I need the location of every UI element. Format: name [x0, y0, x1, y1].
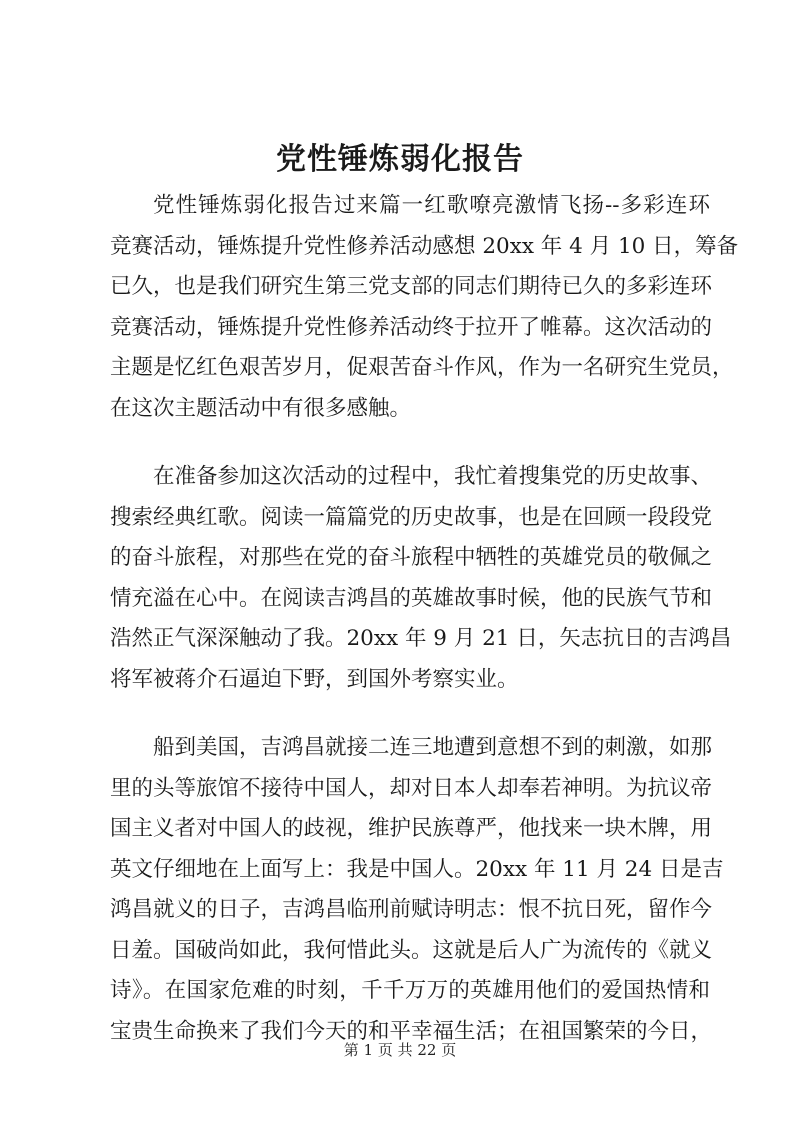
text-line: 国主义者对中国人的歧视，维护民族尊严，他找来一块木牌，用 — [110, 816, 713, 841]
text-line: 英文仔细地在上面写上：我是中国人。20xx 年 11 月 24 日是吉 — [110, 856, 724, 882]
text-line: 的奋斗旅程，对那些在党的奋斗旅程中牺牲的英雄党员的敬佩之 — [110, 545, 713, 570]
page-footer: 第 1 页 共 22 页 — [343, 1041, 457, 1059]
text-line: 情充溢在心中。在阅读吉鸿昌的英雄故事时候，他的民族气节和 — [110, 585, 713, 611]
text-line: 里的头等旅馆不接待中国人，却对日本人却奉若神明。为抗议帝 — [110, 775, 713, 801]
document-title: 党性锤炼弱化报告 — [276, 142, 524, 177]
paragraph-3 — [110, 728, 724, 1052]
paragraph-1 — [110, 186, 739, 429]
text-line: 船到美国，吉鸿昌就接二连三地遭到意想不到的刺激，如那 — [153, 735, 713, 760]
text-line: 已久，也是我们研究生第三党支部的同志们期待已久的多彩连环 — [110, 274, 713, 299]
text-line: 在准备参加这次活动的过程中，我忙着搜集党的历史故事、 — [153, 464, 713, 489]
text-line: 主题是忆红色艰苦岁月，促艰苦奋斗作风，作为一名研究生党员， — [110, 355, 734, 380]
text-line: 搜索经典红歌。阅读一篇篇党的历史故事，也是在回顾一段段党 — [110, 504, 713, 530]
paragraph-gap — [110, 700, 710, 728]
text-line: 竞赛活动，锤炼提升党性修养活动终于拉开了帷幕。这次活动的 — [110, 314, 713, 340]
text-line: 浩然正气深深触动了我。20xx 年 9 月 21 日，矢志抗日的吉鸿昌 — [110, 626, 732, 651]
text-line: 党性锤炼弱化报告过来篇一红歌嘹亮激情飞扬--多彩连环 — [153, 193, 710, 218]
text-line: 在这次主题活动中有很多感触。 — [110, 395, 412, 421]
text-line: 宝贵生命换来了我们今天的和平幸福生活；在祖国繁荣的今日， — [110, 1018, 713, 1044]
text-line: 诗》。在国家危难的时刻，千千万万的英雄用他们的爱国热情和 — [110, 978, 710, 1003]
text-line: 鸿昌就义的日子，吉鸿昌临刑前赋诗明志：恨不抗日死，留作今 — [110, 897, 713, 922]
text-line: 日羞。国破尚如此，我何惜此头。这就是后人广为流传的《就义 — [110, 937, 713, 963]
text-line: 竞赛活动，锤炼提升党性修养活动感想 20xx 年 4 月 10 日，筹备 — [110, 233, 739, 259]
paragraph-gap — [110, 429, 710, 457]
document-body — [110, 186, 739, 1052]
text-line: 将军被蒋介石逼迫下野，到国外考察实业。 — [110, 666, 519, 692]
paragraph-2 — [110, 457, 732, 700]
